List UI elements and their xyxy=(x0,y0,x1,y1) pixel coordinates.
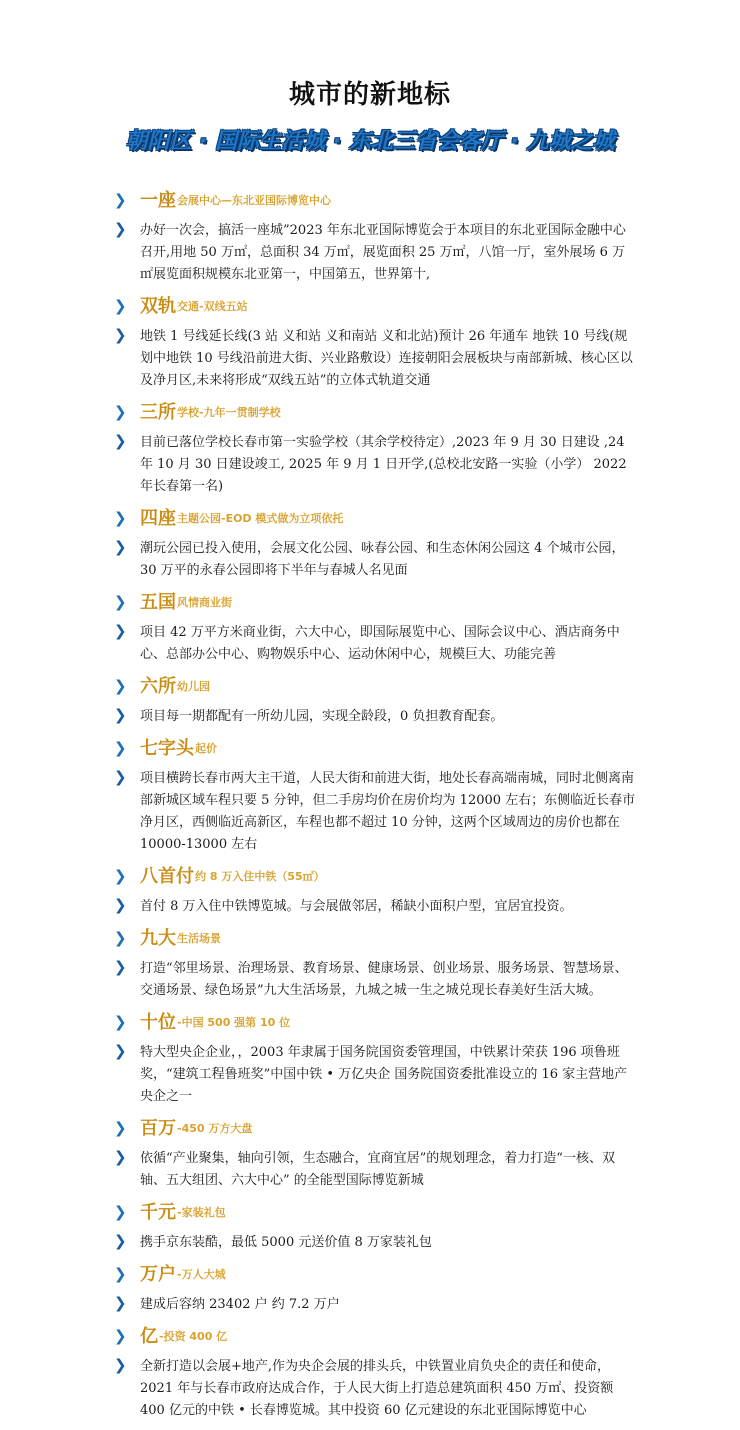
section-heading-sub: 交通-双线五站 xyxy=(177,300,248,313)
section-heading-main: 三所 xyxy=(140,402,176,423)
chevron-right-icon: ❯ xyxy=(114,1327,127,1345)
section-item xyxy=(108,188,638,286)
chevron-right-icon: ❯ xyxy=(114,538,127,556)
section-heading xyxy=(108,674,638,698)
chevron-right-icon: ❯ xyxy=(114,739,127,757)
section-heading-main: 五国 xyxy=(140,592,176,613)
section-heading xyxy=(108,1010,638,1034)
chevron-right-icon: ❯ xyxy=(114,677,127,695)
section-body-text: 依循“产业聚集，轴向引领，生态融合，宜商宜居”的规划理念，着力打造“一核、双轴、五大组团、六大中心” 的全能型国际博览新城 xyxy=(140,1151,615,1188)
section-body xyxy=(108,432,638,498)
chevron-right-icon: ❯ xyxy=(114,1042,127,1060)
section-item xyxy=(108,294,638,392)
section-heading xyxy=(108,864,638,888)
section-heading-sub: 主题公园-EOD 模式做为立项依托 xyxy=(177,512,344,525)
section-item xyxy=(108,590,638,666)
slogan-banner: 朝阳区 · 国际生活城 · 东北三省会客厅 · 九城之城 xyxy=(125,129,615,154)
section-body-text: 项目横跨长春市两大主干道，人民大街和前进大街，地处长春高端南城，同时北侧离南部新城区域车程只要 5 分钟，但二手房均价在房价均为 12000 左右；东侧临近长春市净月区，西侧临近高新区，车程也都不超过 10 分钟，这两个区域周边的房价也都在 10000-13000 左右 xyxy=(140,771,636,852)
section-heading-sub: -万人大城 xyxy=(177,1268,226,1281)
chevron-right-icon: ❯ xyxy=(114,191,127,209)
section-body-text: 潮玩公园已投入使用，会展文化公园、咏春公园、和生态休闲公园这 4 个城市公园，30 万平的永春公园即将下半年与春城人名见面 xyxy=(140,541,625,578)
section-heading-sub: 生活场景 xyxy=(177,932,221,945)
chevron-right-icon: ❯ xyxy=(114,768,127,786)
section-item xyxy=(108,506,638,582)
section-body xyxy=(108,768,638,856)
section-body xyxy=(108,1148,638,1192)
section-heading xyxy=(108,506,638,530)
section-item xyxy=(108,1010,638,1108)
section-heading-main: 亿 xyxy=(140,1326,158,1347)
section-body-text: 办好一次会，搞活一座城”2023 年东北亚国际博览会于本项目的东北亚国际金融中心召开,用地 50 万㎡，总面积 34 万㎡，展览面积 25 万㎡，八馆一厅，室外展场 6 万㎡展览面积规模东北亚第一，中国第五，世界第十, xyxy=(140,223,626,282)
chevron-right-icon: ❯ xyxy=(114,1119,127,1137)
section-heading xyxy=(108,1116,638,1140)
section-body-text: 地铁 1 号线延长线(3 站 义和站 义和南站 义和北站)预计 26 年通车 地铁 10 号线(规划中地铁 10 号线沿前进大街、兴业路敷设）连接朝阳会展板块与南部新城、核心区以及净月区,未来将形成“双线五站”的立体式轨道交通 xyxy=(140,329,633,388)
chevron-right-icon: ❯ xyxy=(114,432,127,450)
section-heading-sub: -投资 400 亿 xyxy=(159,1330,228,1343)
section-heading xyxy=(108,188,638,212)
section-body xyxy=(108,1232,638,1254)
section-heading-sub: -中国 500 强第 10 位 xyxy=(177,1016,291,1029)
section-heading-sub: 风情商业街 xyxy=(177,596,232,609)
section-body-text: 目前已落位学校长春市第一实验学校（其余学校待定）,2023 年 9 月 30 日建设 ,24 年 10 月 30 日建设竣工, 2025 年 9 月 1 日开学,(总校北安路一实验（小学） 2022 年长春第一名) xyxy=(140,435,627,494)
chevron-right-icon: ❯ xyxy=(114,1232,127,1250)
section-heading-sub: 起价 xyxy=(195,742,217,755)
section-list xyxy=(108,188,638,1430)
section-heading xyxy=(108,736,638,760)
chevron-right-icon: ❯ xyxy=(114,958,127,976)
section-body xyxy=(108,958,638,1002)
section-item xyxy=(108,926,638,1002)
section-heading-main: 百万 xyxy=(140,1118,176,1139)
section-heading-main: 四座 xyxy=(140,508,176,529)
section-heading-sub: 约 8 万入住中铁（55㎡） xyxy=(195,870,325,883)
chevron-right-icon: ❯ xyxy=(114,297,127,315)
chevron-right-icon: ❯ xyxy=(114,509,127,527)
chevron-right-icon: ❯ xyxy=(114,220,127,238)
chevron-right-icon: ❯ xyxy=(114,867,127,885)
section-item xyxy=(108,1262,638,1316)
section-body xyxy=(108,1042,638,1108)
section-item xyxy=(108,1200,638,1254)
chevron-right-icon: ❯ xyxy=(114,896,127,914)
section-heading xyxy=(108,1262,638,1286)
section-body-text: 全新打造以会展+地产,作为央企会展的排头兵，中铁置业肩负央企的责任和使命，2021 年与长春市政府达成合作，于人民大街上打造总建筑面积 450 万㎡、投资额 400 亿元的中铁 • 长春博览城。其中投资 60 亿元建设的东北亚国际博览中心 xyxy=(140,1359,614,1418)
section-heading-sub: -450 万方大盘 xyxy=(177,1122,253,1135)
section-item xyxy=(108,736,638,856)
section-heading-main: 九大 xyxy=(140,928,176,949)
section-item xyxy=(108,1116,638,1192)
chevron-right-icon: ❯ xyxy=(114,593,127,611)
section-body-text: 携手京东装酷，最低 5000 元送价值 8 万家装礼包 xyxy=(140,1235,432,1250)
section-heading-sub: -家装礼包 xyxy=(177,1206,226,1219)
section-body-text: 特大型央企企业，，2003 年隶属于国务院国资委管理国，中铁累计荣获 196 项鲁班奖，“建筑工程鲁班奖”中国中铁 • 万亿央企 国务院国资委批准设立的 16 家主营地产央企之一 xyxy=(140,1045,628,1104)
section-heading-sub: 会展中心—东北亚国际博览中心 xyxy=(177,194,331,207)
section-heading xyxy=(108,294,638,318)
section-body xyxy=(108,326,638,392)
section-body-text: 项目 42 万平方米商业街，六大中心，即国际展览中心、国际会议中心、酒店商务中心、总部办公中心、购物娱乐中心、运动休闲中心，规模巨大、功能完善 xyxy=(140,625,620,662)
section-body xyxy=(108,706,638,728)
chevron-right-icon: ❯ xyxy=(114,1148,127,1166)
section-heading-main: 万户 xyxy=(140,1264,176,1285)
section-body xyxy=(108,896,638,918)
page-title: 城市的新地标 xyxy=(288,80,451,110)
chevron-right-icon: ❯ xyxy=(114,1356,127,1374)
section-body xyxy=(108,538,638,582)
chevron-right-icon: ❯ xyxy=(114,706,127,724)
section-item xyxy=(108,864,638,918)
section-heading-main: 千元 xyxy=(140,1202,176,1223)
section-body-text: 建成后容纳 23402 户 约 7.2 万户 xyxy=(140,1297,340,1312)
chevron-right-icon: ❯ xyxy=(114,622,127,640)
section-heading xyxy=(108,1324,638,1348)
section-item xyxy=(108,400,638,498)
section-heading-main: 八首付 xyxy=(140,866,194,887)
section-heading xyxy=(108,926,638,950)
chevron-right-icon: ❯ xyxy=(114,1203,127,1221)
section-body xyxy=(108,1356,638,1422)
section-body-text: 打造“邻里场景、治理场景、教育场景、健康场景、创业场景、服务场景、智慧场景、交通场景、绿色场景”九大生活场景，九城之城一生之城兑现长春美好生活大城。 xyxy=(140,961,628,998)
section-body-text: 首付 8 万入住中铁博览城。与会展做邻居，稀缺小面积户型，宜居宜投资。 xyxy=(140,899,573,914)
section-heading-sub: 幼儿园 xyxy=(177,680,210,693)
section-heading-main: 一座 xyxy=(140,190,176,211)
section-item xyxy=(108,1324,638,1422)
chevron-right-icon: ❯ xyxy=(114,929,127,947)
section-heading xyxy=(108,400,638,424)
section-heading xyxy=(108,1200,638,1224)
section-heading-main: 十位 xyxy=(140,1012,176,1033)
chevron-right-icon: ❯ xyxy=(114,1294,127,1312)
section-heading xyxy=(108,590,638,614)
section-item xyxy=(108,674,638,728)
chevron-right-icon: ❯ xyxy=(114,1013,127,1031)
chevron-right-icon: ❯ xyxy=(114,1265,127,1283)
section-heading-main: 六所 xyxy=(140,676,176,697)
section-body-text: 项目每一期都配有一所幼儿园，实现全龄段，0 负担教育配套。 xyxy=(140,709,504,724)
chevron-right-icon: ❯ xyxy=(114,403,127,421)
section-heading-main: 双轨 xyxy=(140,296,176,317)
section-body xyxy=(108,622,638,666)
section-body xyxy=(108,1294,638,1316)
section-body xyxy=(108,220,638,286)
chevron-right-icon: ❯ xyxy=(114,326,127,344)
section-heading-sub: 学校-九年一贯制学校 xyxy=(177,406,281,419)
section-heading-main: 七字头 xyxy=(140,738,194,759)
